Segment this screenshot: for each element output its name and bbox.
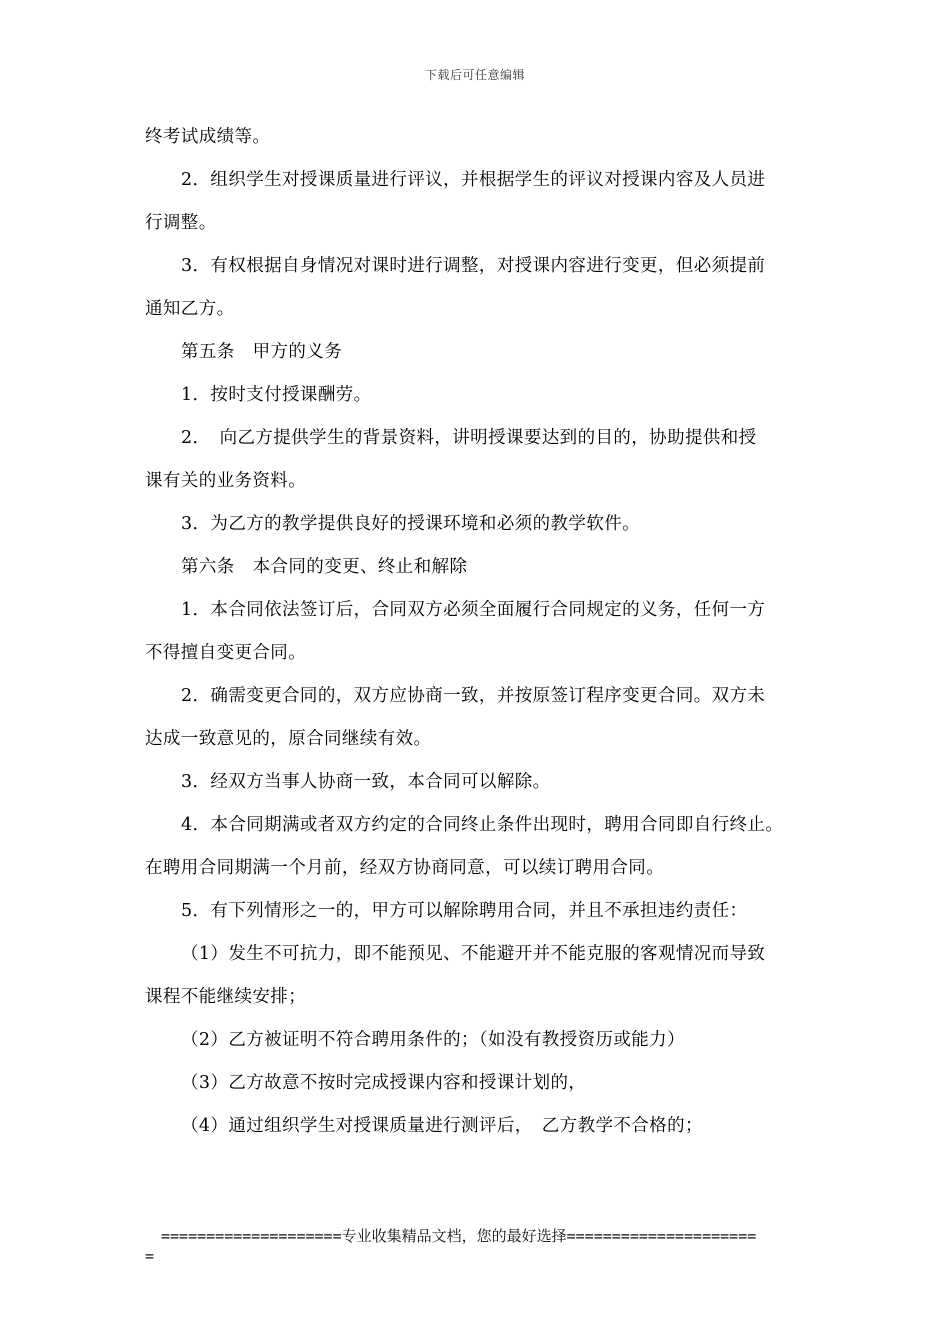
sub-item-4: （4）通过组织学生对授课质量进行测评后， 乙方教学不合格的；	[181, 1116, 703, 1136]
clause-item-3-line1: 3．有权根据自身情况对课时进行调整，对授课内容进行变更，但必须提前	[181, 256, 766, 276]
document-body	[145, 126, 825, 1158]
article-5-item-2	[145, 427, 825, 493]
clause-item-3-line2: 通知乙方。	[145, 299, 235, 319]
page-footer	[145, 1226, 825, 1266]
footer-line-1: ====================专业收集精品文档，您的最好选择=====================	[161, 1227, 757, 1245]
article-6-item-1-line1: 1．本合同依法签订后，合同双方必须全面履行合同规定的义务，任何一方	[181, 600, 766, 620]
sub-item-3: （3）乙方故意不按时完成授课内容和授课计划的，	[181, 1073, 587, 1093]
article-6-item-4-line1: 4．本合同期满或者双方约定的合同终止条件出现时，聘用合同即自行终止。	[181, 815, 784, 835]
article-5-item-1: 1．按时支付授课酬劳。	[181, 385, 372, 405]
article-6-item-2-line2: 达成一致意见的，原合同继续有效。	[145, 729, 432, 749]
clause-item-2-line1: 2．组织学生对授课质量进行评议，并根据学生的评议对授课内容及人员进	[181, 170, 766, 190]
article-6-item-5: 5．有下列情形之一的，甲方可以解除聘用合同，并且不承担违约责任：	[181, 901, 748, 921]
article-6-item-1	[145, 599, 825, 665]
article-5-heading: 第五条 甲方的义务	[181, 342, 343, 362]
article-5-item-2-line2: 课有关的业务资料。	[145, 471, 307, 491]
sub-item-2: （2）乙方被证明不符合聘用条件的；（如没有教授资历或能力）	[181, 1030, 685, 1050]
clause-item-2-line2: 行调整。	[145, 213, 217, 233]
paragraph-continuation: 终考试成绩等。	[145, 127, 271, 147]
article-6-item-2	[145, 685, 825, 751]
article-6-item-2-line1: 2．确需变更合同的，双方应协商一致，并按原签订程序变更合同。双方未	[181, 686, 766, 706]
footer-line-2: =	[145, 1247, 155, 1265]
page-header: 下载后可任意编辑	[424, 68, 525, 82]
clause-item-2	[145, 169, 825, 235]
sub-item-1-line2: 课程不能继续安排；	[145, 987, 307, 1007]
article-5-item-2-line1: 2． 向乙方提供学生的背景资料，讲明授课要达到的目的，协助提供和授	[181, 428, 757, 448]
sub-item-1	[145, 943, 825, 1009]
article-6-item-4-line2: 在聘用合同期满一个月前，经双方协商同意，可以续订聘用合同。	[145, 858, 665, 878]
article-6-heading: 第六条 本合同的变更、终止和解除	[181, 557, 468, 577]
article-6-item-1-line2: 不得擅自变更合同。	[145, 643, 307, 663]
article-6-item-4	[145, 814, 825, 880]
article-6-item-3: 3．经双方当事人协商一致，本合同可以解除。	[181, 772, 551, 792]
article-5-item-3: 3．为乙方的教学提供良好的授课环境和必须的教学软件。	[181, 514, 641, 534]
sub-item-1-line1: （1）发生不可抗力，即不能预见、不能避开并不能克服的客观情况而导致	[181, 944, 766, 964]
clause-item-3	[145, 255, 825, 321]
